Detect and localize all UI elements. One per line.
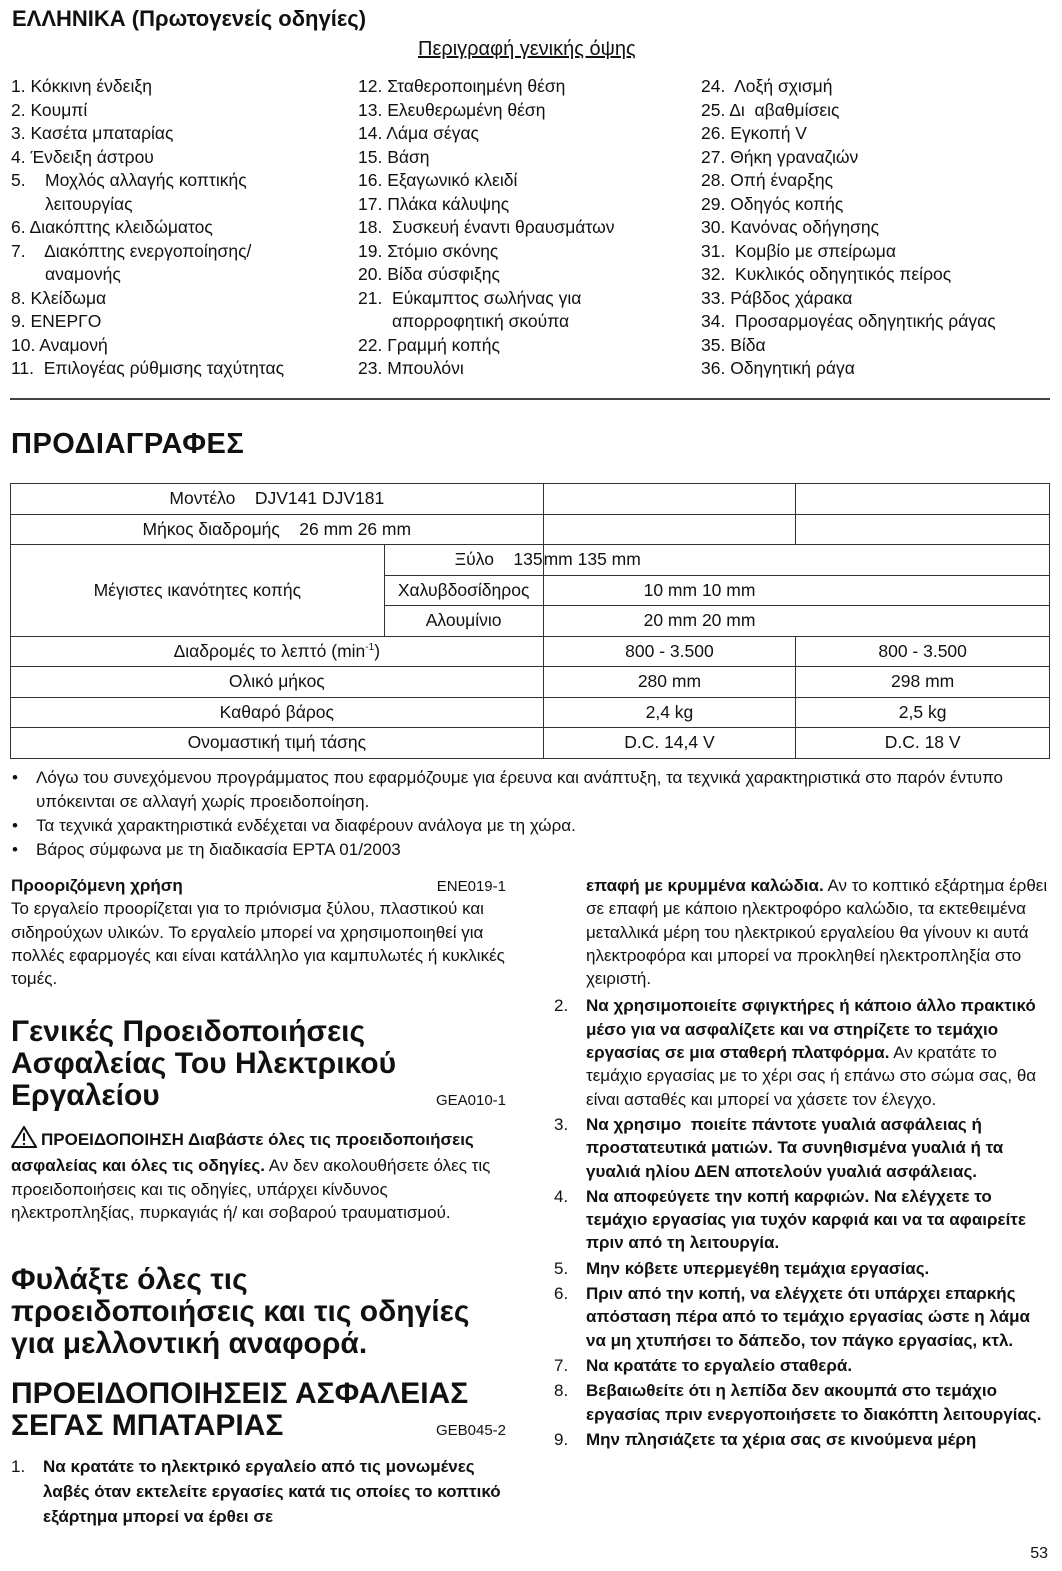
spm-tail: ) [374, 640, 381, 661]
item-text-bold: Να χρησιμο ποιείτε πάντοτε γυαλιά ασφάλειας ή προστατευτικά ματιών. Τα συνηθισμένα γυαλιά ή τα γυαλιά ηλίου ΔΕΝ αποτελούν γυαλιά ασφάλειας. [586, 1114, 1008, 1181]
table-cell: Ξύλο 135 [384, 545, 543, 576]
item-text-bold: Να χρησιμοποιείτε σφιγκτήρες ή κάποιο άλλο πρακτικό μέσο για να ασφαλίζετε και να στηρίζετε το τεμάχιο εργασίας σε μια σταθερή πλατφόρμα. [586, 996, 1036, 1063]
list-item: 10. Αναμονή [11, 334, 108, 355]
rules-list-right [554, 994, 1048, 1451]
table-cell: 298 mm [796, 667, 1050, 698]
keep-line-2: προειδοποιήσεις και τις οδηγίες [11, 1295, 470, 1328]
general-safety-title-3: Εργαλείου [11, 1079, 160, 1112]
list-item: 14. Λάμα σέγας [358, 123, 479, 143]
table-cell: mm 135 mm [543, 545, 1049, 576]
general-safety-warning [11, 1126, 506, 1224]
list-item: 32. Κυκλικός οδηγητικός πείρος [701, 264, 952, 284]
general-safety-title-2: Ασφαλείας Του Ηλεκτρικού [11, 1047, 397, 1080]
table-cell: 800 - 3.500 [796, 636, 1050, 667]
item1-continuation [554, 874, 1048, 990]
list-item: 16. Εξαγωνικό κλειδί [358, 170, 518, 190]
list-item: 15. Βάση [358, 146, 430, 167]
list-item: 4. Ένδειξη άστρου [11, 146, 154, 167]
table-row [11, 697, 1050, 728]
keep-instructions [11, 1264, 506, 1360]
parts-list-col1 [11, 75, 284, 381]
item-number: 8. [554, 1381, 569, 1401]
item-text: Αν κρατάτε το τεμάχιο εργασίας με το χέρι σας ή επάνω στο σώμα σας, θα είναι ασταθές και μπορεί να χάσετε τον έλεγχο. [586, 1043, 1037, 1109]
list-item: 30. Κανόνας οδήγησης [701, 217, 880, 237]
table-cell: 20 mm 20 mm [543, 606, 1049, 637]
list-item: 26. Εγκοπή V [701, 123, 807, 143]
list-item: • Τα τεχνικά χαρακτηριστικά ενδέχεται να διαφέρουν ανάλογα με τη χώρα. [10, 814, 1050, 838]
table-cell: D.C. 18 V [796, 728, 1050, 759]
table-row [11, 728, 1050, 759]
item-number: 3. [554, 1114, 569, 1134]
table-cell: Μήκος διαδρομής 26 mm 26 mm [11, 514, 544, 545]
list-item [554, 1428, 1048, 1451]
general-safety-title-1: Γενικές Προειδοποιήσεις [11, 1015, 366, 1048]
item-text-bold: Να αποφεύγετε την κοπή καρφιών. Να ελέγχετε το τεμάχιο εργασίας για τυχόν καρφιά και να τα αφαιρείτε πριν από τη λειτουργία. [586, 1186, 1026, 1253]
keep-line-1: Φυλάξτε όλες τις [11, 1263, 248, 1296]
item-text-bold: Πριν από την κοπή, να ελέγχετε ότι υπάρχει επαρκής απόσταση πέρα από το τεμάχιο εργασίας ώστε η λάμα να μη χτυπήσει το δάπεδο, τον πάγκο εργασίας, κτλ. [586, 1284, 1030, 1350]
table-cell: 280 mm [543, 667, 796, 698]
spm-label: Διαδρομές το λεπτό (min [173, 640, 366, 661]
item-text-bold: Μην πλησιάζετε τα χέρια σας σε κινούμενα μέρη [586, 1429, 977, 1449]
page-number: 53 [1030, 1545, 1048, 1562]
table-row [11, 514, 1050, 545]
list-item [554, 1185, 1048, 1255]
list-item: 19. Στόμιο σκόνης [358, 240, 499, 261]
table-cell: 800 - 3.500 [543, 636, 796, 667]
item-number: 9. [554, 1429, 569, 1449]
item-text-bold: Μην κόβετε υπερμεγέθη τεμάχια εργασίας. [586, 1258, 930, 1278]
list-item: • Λόγω του συνεχόμενου προγράμματος που εφαρμόζουμε για έρευνα και ανάπτυξη, τα τεχνικά χαρακτηριστικά στο παρόν έντυπο υπόκεινται σε αλλαγή χωρίς προειδοποίηση. [10, 766, 1050, 814]
list-item: 35. Βίδα [701, 334, 766, 355]
list-item: 29. Οδηγός κοπής [701, 193, 844, 214]
table-cell: Ολικό μήκος [11, 667, 544, 698]
spm-sup: -1 [365, 641, 375, 653]
list-item: αναμονής [11, 264, 121, 284]
intended-use-title: Προοριζόμενη χρήση [11, 876, 183, 895]
table-cell [543, 514, 796, 545]
general-safety-section [11, 1016, 506, 1224]
warning-bold: ΠΡΟΕΙΔΟΠΟΙΗΣΗ Διαβάστε όλες τις προειδοποιήσεις ασφαλείας και όλες τις οδηγίες. [11, 1130, 474, 1176]
specs-table [10, 483, 1050, 759]
table-cell [796, 514, 1050, 545]
section-divider [10, 398, 1050, 400]
list-item: 34. Προσαρμογέας οδηγητικής ράγας [701, 311, 996, 331]
list-item: 11. Επιλογέας ρύθμισης ταχύτητας [11, 358, 285, 378]
list-item: 24. Λοξή σχισμή [701, 76, 833, 96]
list-item: 20. Βίδα σύσφιξης [358, 264, 500, 284]
list-item: 18. Συσκευή έναντι θραυσμάτων [358, 217, 615, 237]
table-cell: Χαλυβδοσίδηρος [384, 575, 543, 606]
specs-title: ΠΡΟΔΙΑΓΡΑΦΕΣ [11, 428, 245, 460]
item-number: 6. [554, 1284, 569, 1304]
language-title: ΕΛΛΗΝΙΚΑ (Πρωτογενείς οδηγίες) [12, 6, 367, 31]
list-item: 7. Διακόπτης ενεργοποίησης/ [11, 240, 252, 261]
list-item [554, 1379, 1048, 1426]
intended-use-code: ENE019-1 [436, 878, 506, 895]
intended-use-text: Το εργαλείο προορίζεται για το πριόνισμα ξύλου, πλαστικού και σιδηρούχων υλικών. Το εργαλείο μπορεί να χρησιμοποιηθεί για πολλές εφαρμογές και είναι κατάλληλο για καμπυλωτές ή κυκλικές τομές. [11, 899, 505, 989]
table-cell: Ονομαστική τιμή τάσης [11, 728, 544, 759]
list-item [554, 1257, 1048, 1280]
item-text-bold: επαφή με κρυμμένα καλώδια. [586, 876, 824, 895]
list-item: 6. Διακόπτης κλειδώματος [11, 217, 213, 237]
list-item: 27. Θήκη γραναζιών [701, 146, 859, 167]
list-item [554, 1113, 1048, 1183]
battery-saw-title-2: ΣΕΓΑΣ ΜΠΑΤΑΡΙΑΣ [11, 1409, 284, 1442]
table-cell [11, 636, 544, 667]
item-text-bold: Να κρατάτε το εργαλείο σταθερά. [586, 1355, 853, 1375]
table-row [11, 636, 1050, 667]
table-cell: 2,4 kg [543, 697, 796, 728]
table-cell: Μέγιστες ικανότητες κοπής [11, 545, 385, 637]
spec-notes [10, 766, 1050, 862]
list-item: 23. Μπουλόνι [358, 358, 464, 378]
item-number: 4. [554, 1186, 569, 1206]
item-text-bold: Βεβαιωθείτε ότι η λεπίδα δεν ακουμπά στο τεμάχιο εργασίας πριν ενεργοποιήσετε το διακόπτη λειτουργίας. [586, 1381, 1042, 1424]
item-number: 7. [554, 1355, 569, 1375]
list-item [11, 1454, 506, 1529]
list-item: 13. Ελευθερωμένη θέση [358, 99, 546, 120]
item-text: Αν το κοπτικό εξάρτημα έρθει σε επαφή με κάποιο ηλεκτροφόρο καλώδιο, τα εκτεθειμένα μεταλλικά μέρη του ηλεκτρικού εργαλείου θα γίνουν κι αυτά ηλεκτροφόρα και μπορεί να προκληθεί ηλεκτροπληξία στο χειριστή. [586, 876, 1048, 989]
list-item [554, 1282, 1048, 1352]
list-item: 25. Δι αβαθμίσεις [701, 99, 840, 120]
list-item: 36. Οδηγητική ράγα [701, 358, 855, 378]
parts-list-col3 [701, 75, 996, 381]
list-item: 2. Κουμπί [11, 99, 88, 120]
list-item: • Βάρος σύμφωνα με τη διαδικασία EPTA 01/2003 [10, 838, 1050, 862]
table-row [11, 545, 1050, 576]
table-cell [796, 484, 1050, 515]
list-item: 33. Ράβδος χάρακα [701, 287, 853, 308]
list-item: 9. ΕΝΕΡΓΟ [11, 311, 102, 331]
item-number: 2. [554, 996, 569, 1016]
general-safety-code: GEA010-1 [435, 1092, 506, 1109]
list-item: 17. Πλάκα κάλυψης [358, 193, 510, 214]
battery-saw-code: GEB045-2 [435, 1422, 506, 1439]
item-number: 5. [554, 1258, 569, 1278]
list-item: 12. Σταθεροποιημένη θέση [358, 76, 566, 96]
table-cell: 10 mm 10 mm [543, 575, 1049, 606]
list-item: 28. Οπή έναρξης [701, 170, 834, 190]
list-item: λειτουργίας [11, 193, 133, 214]
table-cell: Αλουμίνιο [384, 606, 543, 637]
table-cell [543, 484, 796, 515]
item-text: Να κρατάτε το ηλεκτρικό εργαλείο από τις μονωμένες λαβές όταν εκτελείτε εργασίες κατά τις οποίες το κοπτικό εξάρτημα μπορεί να έρθει σε [43, 1457, 501, 1526]
list-item: 8. Κλείδωμα [11, 287, 107, 308]
item-number: 1. [11, 1457, 26, 1476]
list-item: 3. Κασέτα μπαταρίας [11, 123, 174, 143]
overview-title: Περιγραφή γενικής όψης [418, 38, 636, 60]
table-cell: Μοντέλο DJV141 DJV181 [11, 484, 544, 515]
parts-list-col2 [358, 75, 615, 381]
table-row [11, 484, 1050, 515]
table-cell: 2,5 kg [796, 697, 1050, 728]
list-item: 31. Κομβίο με σπείρωμα [701, 240, 897, 261]
intended-use-section [11, 874, 506, 990]
table-cell: D.C. 14,4 V [543, 728, 796, 759]
list-item [554, 994, 1048, 1110]
warning-text: Αν δεν ακολουθήσετε όλες τις προειδοποιήσεις και τις οδηγίες, υπάρχει κίνδυνος ηλεκτροπληξίας, πυρκαγιάς ή/ και σοβαρού τραυματισμού. [11, 1156, 491, 1222]
battery-saw-title-1: ΠΡΟΕΙΔΟΠΟΙΗΣΕΙΣ ΑΣΦΑΛΕΙΑΣ [11, 1377, 469, 1410]
battery-saw-section [11, 1378, 506, 1529]
table-row [11, 667, 1050, 698]
list-item: απορροφητική σκούπα [358, 311, 570, 331]
list-item [554, 1354, 1048, 1377]
list-item: 22. Γραμμή κοπής [358, 334, 500, 355]
table-cell: Καθαρό βάρος [11, 697, 544, 728]
list-item: 5. Μοχλός αλλαγής κοπτικής [11, 170, 247, 190]
list-item: 21. Εύκαμπτος σωλήνας για [358, 287, 582, 308]
warning-triangle-icon [11, 1126, 37, 1154]
keep-line-3: για μελλοντική αναφορά. [11, 1327, 368, 1360]
list-item: 1. Κόκκινη ένδειξη [11, 76, 152, 96]
rules-list-left [11, 1454, 506, 1529]
rules-right-column [554, 874, 1048, 1451]
